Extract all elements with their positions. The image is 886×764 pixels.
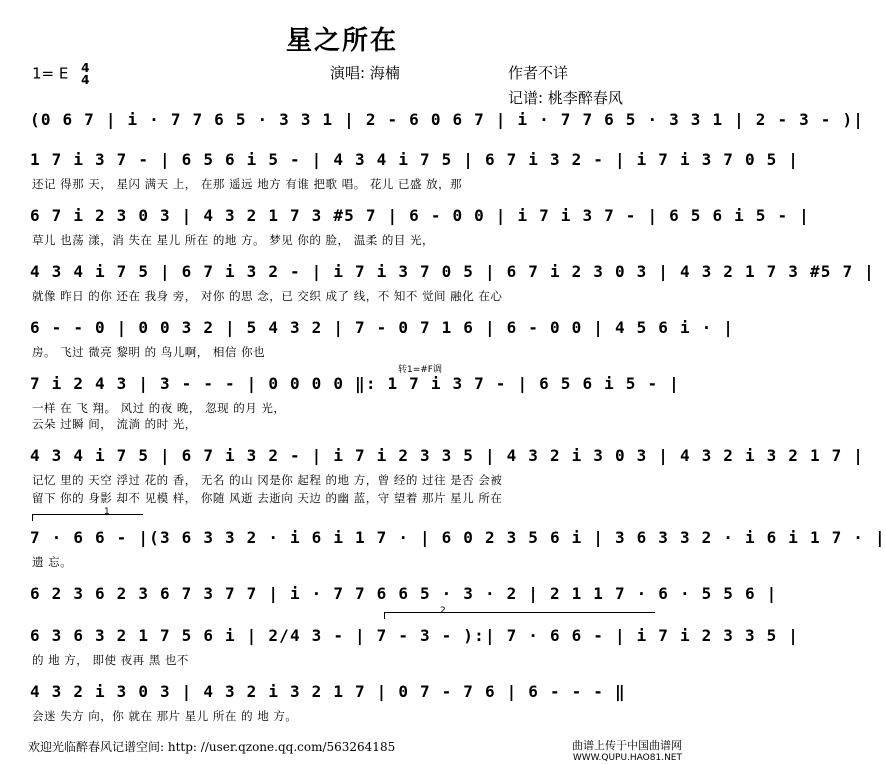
key-change-marker: 转1=#F调 [398,365,442,375]
lyric-line-6a: 一样 在 飞 翔。 风过 的夜 晚， 忽现 的月 光， [32,401,286,415]
key-signature [32,62,90,86]
score-system-1: (0 6 7 | i · 7 7 6 5 · 3 3 1 | 2 - 6 0 6 7 | i · 7 7 6 5 · 3 3 1 | 2 - 3 - )| [30,110,865,129]
upload-line-1: 曲谱上传于中国曲谱网 [572,739,682,752]
score-system-3: 6 7 i 2 3 0 3 | 4 3 2 1 7 3 #5 7 | 6 - 0 0 | i 7 i 3 7 - | 6 5 6 i 5 - | [30,206,810,225]
score-system-9: 6 2 3 6 2 3 6 7 3 7 7 | i · 7 7 6 6 5 · 3 · 2 | 2 1 1 7 · 6 · 5 5 6 | [30,584,778,603]
lyric-line-6b: 云朵 过瞬 间， 流淌 的时 光， [32,417,197,431]
lyric-line-5: 房。 飞过 微亮 黎明 的 鸟儿啊， 相信 你也 [32,345,266,359]
score-system-2: 1 7 i 3 7 - | 6 5 6 i 5 - | 4 3 4 i 7 5 | 6 7 i 3 2 - | i 7 i 3 7 0 5 | [30,150,800,169]
singer: 演唱: 海楠 [330,64,400,82]
lyric-line-7a: 记忆 里的 天空 浮过 花的 香， 无名 的山 冈是你 起程 的地 方，曾 经的 过往 是否 会被 [32,473,503,487]
upload-credit [572,740,682,764]
time-signature [81,62,89,86]
score-system-5: 6 - - 0 | 0 0 3 2 | 5 4 3 2 | 7 - 0 7 1 6 | 6 - 0 0 | 4 5 6 i · | [30,318,735,337]
lyric-line-11: 会迷 失方 向，你 就在 那片 星儿 所在 的 地 方。 [32,709,298,723]
score-system-7: 4 3 4 i 7 5 | 6 7 i 3 2 - | i 7 i 2 3 3 5 | 4 3 2 i 3 0 3 | 4 3 2 i 3 2 1 7 | [30,446,865,465]
time-unit: 4 [81,73,90,87]
transcriber: 记谱: 桃李醉春风 [508,89,623,107]
lyric-line-8: 遗 忘。 [32,555,73,569]
key-label: 1= E [32,64,69,83]
volta-1-label: 1 [104,507,110,517]
lyric-line-2: 还记 得那 天， 星闪 满天 上， 在那 遥远 地方 有谁 把歌 唱。 花儿 已盛 放，那 [32,177,463,191]
song-title: 星之所在 [285,26,398,56]
score-system-11: 4 3 2 i 3 0 3 | 4 3 2 i 3 2 1 7 | 0 7 - 7 6 | 6 - - - ‖ [30,682,626,701]
composer: 作者不详 [508,64,569,82]
footer-link[interactable]: 欢迎光临醉春风记谱空间: http: //user.qzone.qq.com/563264185 [28,740,396,754]
volta-2-label: 2 [440,606,446,616]
volta-bracket-1 [32,514,143,521]
score-system-4: 4 3 4 i 7 5 | 6 7 i 3 2 - | i 7 i 3 7 0 5 | 6 7 i 2 3 0 3 | 4 3 2 1 7 3 #5 7 | [30,262,875,281]
lyric-line-10: 的 地 方， 即使 夜再 黑 也不 [32,653,189,667]
score-system-6: 7 i 2 4 3 | 3 - - - | 0 0 0 0 ‖: 1 7 i 3 7 - | 6 5 6 i 5 - | [30,374,680,393]
volta-bracket-2 [384,612,655,619]
lyric-line-4: 就像 昨日 的你 还在 我身 旁， 对你 的思 念，已 交织 成了 线，不 知不 觉间 融化 在心 [32,289,503,303]
time-beats: 4 [81,61,90,75]
lyric-line-7b: 留下 你的 身影 却不 见模 样， 你随 风逝 去逝向 天边 的幽 蓝，守 望着 那片 星儿 所在 [32,491,503,505]
score-system-8: 7 · 6 6 - |(3 6 3 3 2 · i 6 i 1 7 · | 6 0 2 3 5 6 i | 3 6 3 3 2 · i 6 i 1 7 · | [30,528,886,547]
upload-site[interactable]: WWW.QUPU.HAO81.NET [572,753,682,763]
lyric-line-3: 草儿 也荡 漾，消 失在 星儿 所在 的地 方。 梦见 你的 脸， 温柔 的目 光， [32,233,435,247]
score-system-10: 6 3 6 3 2 1 7 5 6 i | 2/4 3 - | 7 - 3 - ):| 7 · 6 6 - | i 7 i 2 3 3 5 | [30,626,800,645]
